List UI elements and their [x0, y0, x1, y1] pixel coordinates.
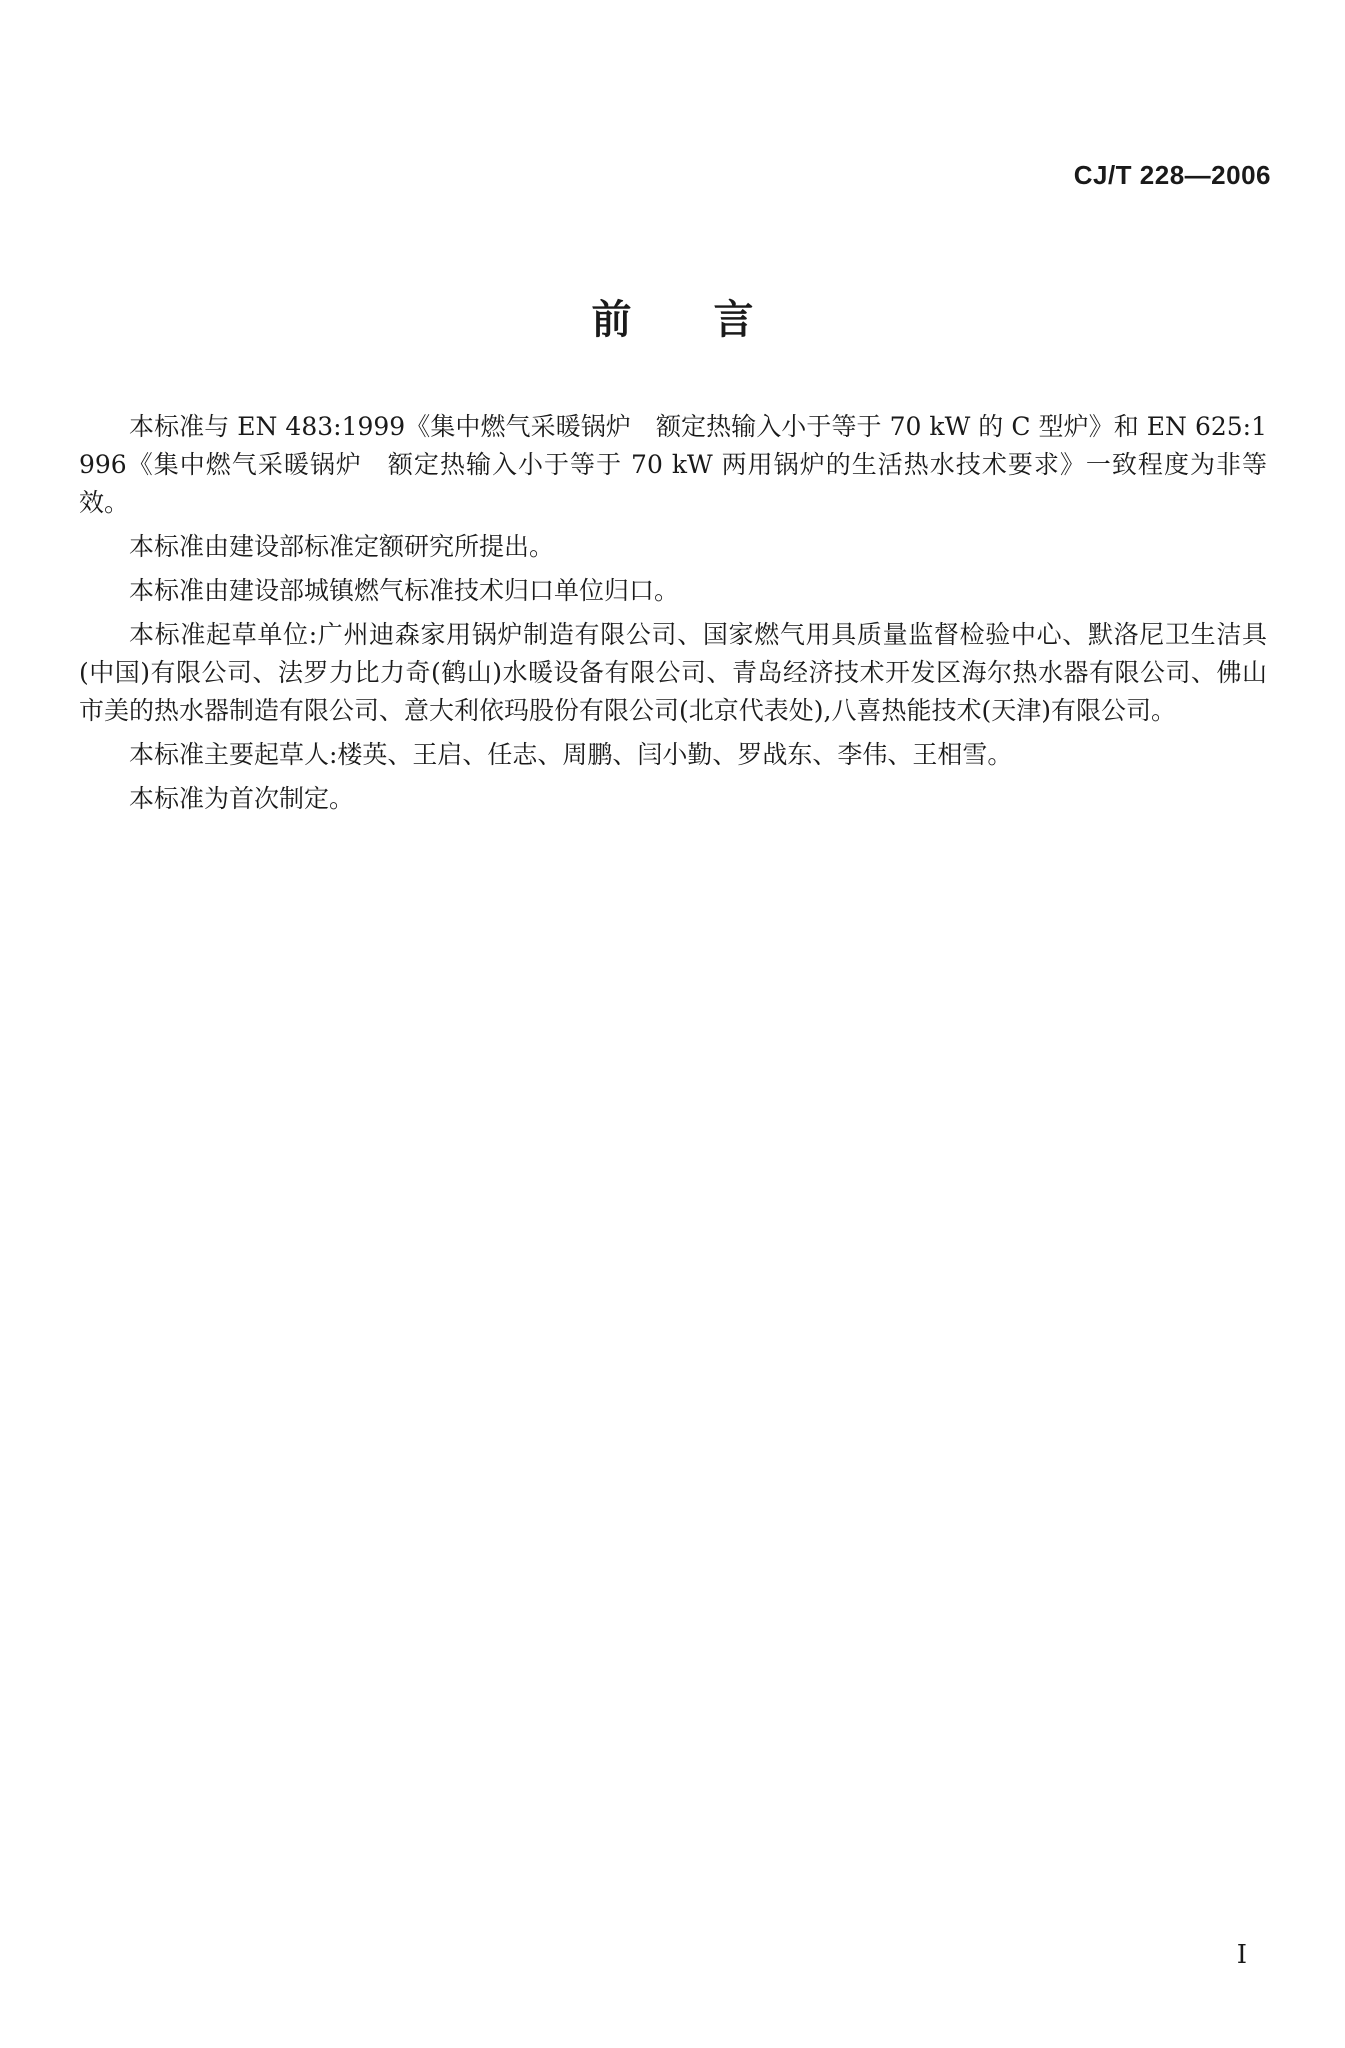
paragraph-proposer: 本标准由建设部标准定额研究所提出。: [129, 532, 555, 561]
preface-body: [79, 408, 1267, 824]
paragraph-drafting-units: 本标准起草单位:广州迪森家用锅炉制造有限公司、国家燃气用具质量监督检验中心、默洛尼卫生洁具(中国)有限公司、法罗力比力奇(鹤山)水暖设备有限公司、青岛经济技术开发区海尔热水器有限公司、佛山市美的热水器制造有限公司、意大利依玛股份有限公司(北京代表处),八喜热能技术(天津)有限公司。: [79, 620, 1267, 725]
document-code: CJ/T 228—2006: [1073, 160, 1271, 190]
paragraph-drafters: 本标准主要起草人:楼英、王启、任志、周鹏、闫小勤、罗战东、李伟、王相雪。: [129, 740, 1013, 769]
page-number: I: [1236, 1940, 1247, 1970]
page-title: 前言: [591, 297, 836, 343]
paragraph-administrator: 本标准由建设部城镇燃气标准技术归口单位归口。: [129, 576, 680, 605]
paragraph-first-edition: 本标准为首次制定。: [129, 784, 355, 813]
paragraph-equivalence: 本标准与 EN 483:1999《集中燃气采暖锅炉 额定热输入小于等于 70 kW 的 C 型炉》和 EN 625:1996《集中燃气采暖锅炉 额定热输入小于等于 70 kW 两用锅炉的生活热水技术要求》一致程度为非等效。: [79, 412, 1267, 517]
